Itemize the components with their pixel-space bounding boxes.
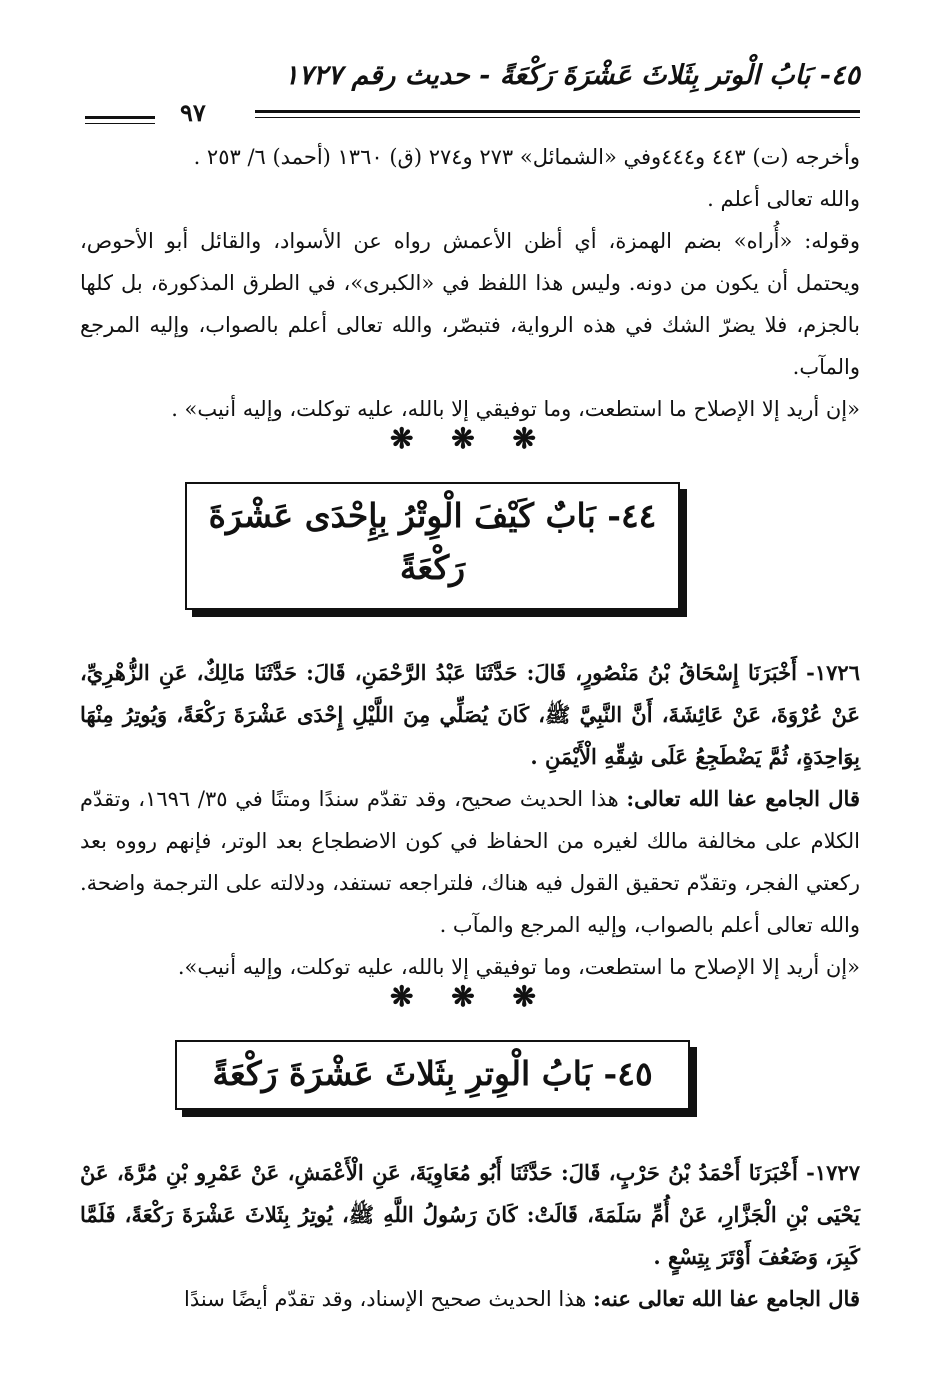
commentary-body: هذا الحديث صحيح، وقد تقدّم سندًا ومتنًا في ٣٥/ ١٦٩٦، وتقدّم الكلام على مخالفة مالك لغيره من الحفاظ في كون الاضطجاع بعد الوتر، فإنهم رووه بعد ركعتي الفجر، وتقدّم تحقيق القول فيه هناك، فلتراجعه تستفد، ودلالته على الترجمة واضحة. والله تعالى أعلم بالصواب، وإليه المرجع والمآب . [80, 787, 860, 937]
hadith-1726-dua: «إن أريد إلا الإصلاح ما استطعت، وما توفيقي إلا بالله، عليه توكلت، وإليه أنيب». [177, 955, 860, 979]
hadith-1726-text: ١٧٢٦- أَخْبَرَنَا إِسْحَاقُ بْنُ مَنْصُورٍ، قَالَ: حَدَّثَنَا عَبْدُ الرَّحْمَنِ، قَالَ: حَدَّثَنَا مَالِكٌ، عَنِ الزُّهْرِيِّ، عَنْ عُرْوَةَ، عَنْ عَائِشَةَ، أَنَّ النَّبِيَّ ﷺ، كَانَ يُصَلِّي مِنَ اللَّيْلِ إِحْدَى عَشْرَةَ رَكْعَةً، وَيُوتِرُ مِنْهَا بِوَاحِدَةٍ، ثُمَّ يَضْطَجِعُ عَلَى شِقِّهِ الْأَيْمَنِ . [80, 660, 860, 769]
hadith-1727-commentary [80, 1278, 860, 1320]
hadith-1726-commentary [80, 778, 860, 946]
dua-paragraph: «إن أريد إلا الإصلاح ما استطعت، وما توفيقي إلا بالله، عليه توكلت، وإليه أنيب» . [171, 397, 860, 421]
explanation-paragraph: وقوله: «أُراه» بضم الهمزة، أي أظن الأعمش رواه عن الأسواد، والقائل أبو الأحوص، ويحتمل أن يكون من دونه. وليس هذا اللفظ في «الكبرى»، في الطرق المذكورة، بل كلها بالجزم، فلا يضرّ الشك في هذه الرواية، فتبصّر، والله تعالى أعلم بالصواب، وإليه المرجع والمآب. [80, 229, 860, 379]
commentary-body-2: هذا الحديث صحيح الإسناد، وقد تقدّم أيضًا سندًا [184, 1287, 593, 1311]
closing-phrase: والله تعالى أعلم . [707, 187, 860, 211]
page-number-rule-thin [85, 123, 155, 124]
chapter-44-heading: ٤٤- بَابٌ كَيْفَ الْوِتْرُ بِإِحْدَى عَشْرَةَ رَكْعَةً [185, 482, 680, 610]
header-rule-thin [255, 117, 860, 118]
page-number-rule [85, 116, 155, 119]
commentary-lead-2: قال الجامع عفا الله تعالى عنه: [592, 1286, 860, 1311]
page-number: ٩٧ [180, 98, 206, 127]
book-page [80, 40, 860, 1350]
takhrij-paragraph: وأخرجه (ت) ٤٤٣ و٤٤٤وفي «الشمائل» ٢٧٣ و٢٧٤ (ق) ١٣٦٠ (أحمد) ٦/ ٢٥٣ . [193, 145, 860, 169]
running-title: ٤٥- بَابُ الْوتر بِثَلاثَ عَشْرَةَ رَكْعَةً - حديث رقم ١٧٢٧ [284, 60, 860, 91]
commentary-lead: قال الجامع عفا الله تعالى: [626, 786, 860, 811]
section-divider-stars-2: ❋ ❋ ❋ [390, 980, 550, 1013]
running-header [80, 60, 860, 127]
section-divider-stars: ❋ ❋ ❋ [390, 422, 550, 455]
header-rule [255, 110, 860, 113]
hadith-1727-text: ١٧٢٧- أَخْبَرَنَا أَحْمَدُ بْنُ حَرْبٍ، قَالَ: حَدَّثَنَا أَبُو مُعَاوِيَةَ، عَنِ الْأَعْمَشِ، عَنْ عَمْرِو بْنِ مُرَّةَ، عَنْ يَحْيَى بْنِ الْجَزَّارِ، عَنْ أُمِّ سَلَمَةَ، قَالَتْ: كَانَ رَسُولُ اللَّهِ ﷺ، يُوتِرُ بِثَلاثَ عَشْرَةَ رَكْعَةً، فَلَمَّا كَبِرَ، وَضَعُفَ أَوْتَرَ بِتِسْعٍ . [80, 1160, 860, 1269]
chapter-45-heading: ٤٥- بَابُ الْوِترِ بِثَلاثَ عَشْرَةَ رَكْعَةً [175, 1040, 690, 1110]
